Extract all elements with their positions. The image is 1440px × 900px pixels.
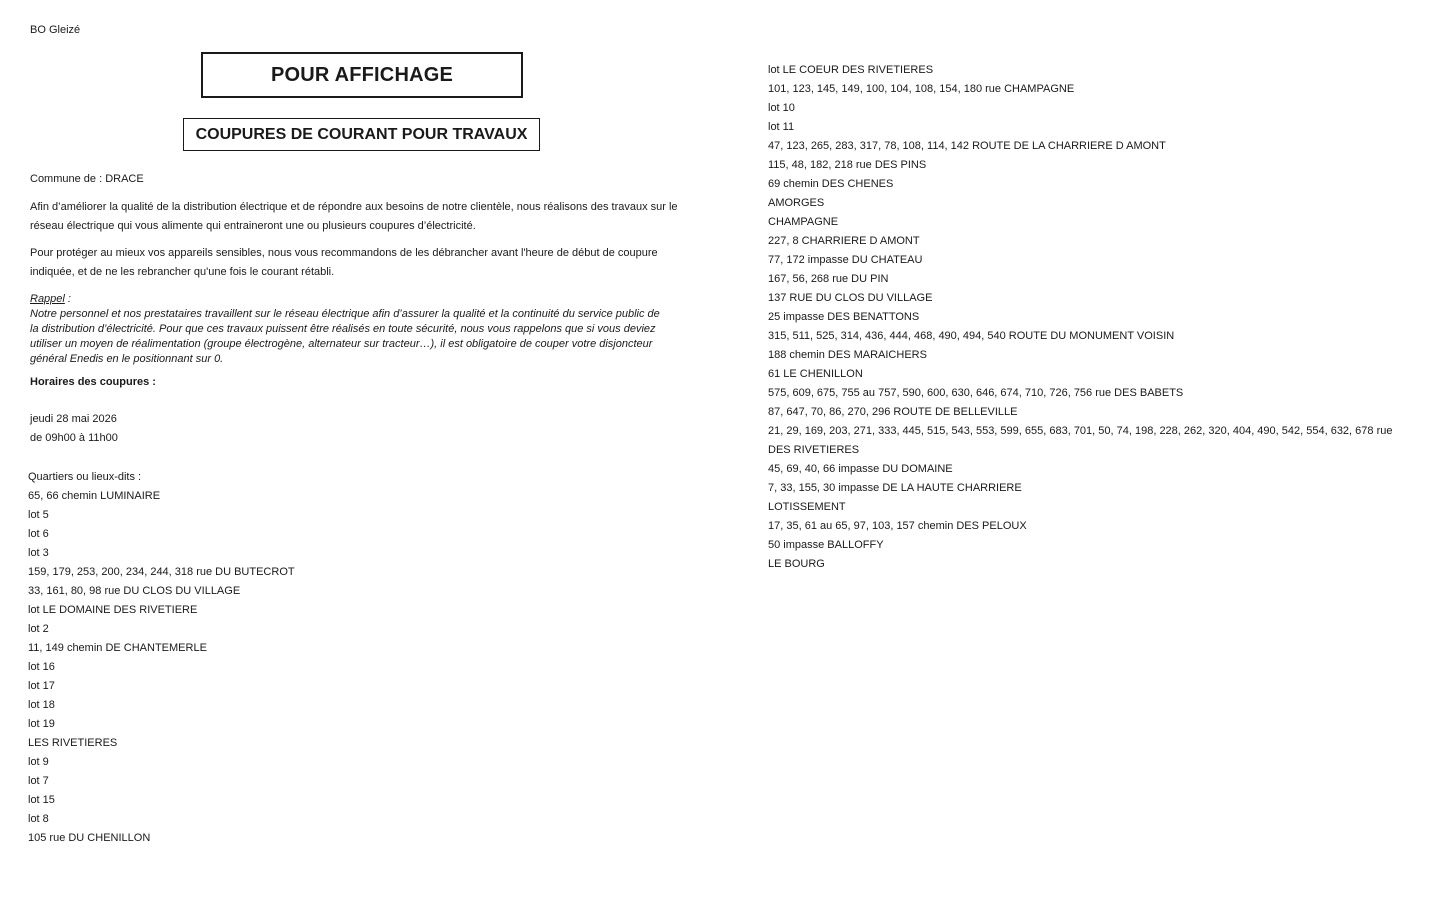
- notice-title-box: [201, 52, 523, 98]
- rappel-text: Notre personnel et nos prestataires travaillent sur le réseau électrique afin d’assurer la qualité et la continuité du service public de la distribution d’électricité. Pour que ces travaux puissent être réalisés en toute sécurité, nous vous rappelons que si vous deviez utiliser un moyen de réalimentation (groupe électrogène, alternateur sur tracteur…), il est obligatoire de couper votre disjoncteur général Enedis en le positionnant sur 0.: [30, 308, 660, 365]
- location-item: CHAMPAGNE: [768, 216, 839, 228]
- location-item: lot 11: [768, 121, 795, 133]
- location-item: 575, 609, 675, 755 au 757, 590, 600, 630, 646, 674, 710, 726, 756 rue DES BABETS: [768, 387, 1184, 399]
- location-item: lot 19: [28, 718, 55, 730]
- location-item: 105 rue DU CHENILLON: [28, 832, 151, 844]
- location-item: lot 16: [28, 661, 55, 673]
- location-item: lot 9: [28, 756, 49, 768]
- rappel-title: Rappel: [30, 293, 65, 305]
- location-item: 77, 172 impasse DU CHATEAU: [768, 254, 923, 266]
- location-item: 61 LE CHENILLON: [768, 368, 863, 380]
- schedule-time: de 09h00 à 11h00: [30, 432, 118, 444]
- rappel-title-separator: :: [64, 293, 71, 305]
- notice-subtitle-box: [183, 118, 540, 151]
- quartiers-heading: Quartiers ou lieux-dits :: [28, 471, 142, 483]
- location-item: 101, 123, 145, 149, 100, 104, 108, 154, 180 rue CHAMPAGNE: [768, 83, 1075, 95]
- rappel-block: [30, 292, 670, 367]
- location-item: 137 RUE DU CLOS DU VILLAGE: [768, 292, 933, 304]
- location-item: 21, 29, 169, 203, 271, 333, 445, 515, 543, 553, 599, 655, 683, 701, 50, 74, 198, 228, 262, 320, 404, 490, 542, 554, 632, 678 rue DES RIVETIERES: [768, 425, 1393, 456]
- location-item: lot 5: [28, 509, 49, 521]
- location-item: lot 10: [768, 102, 795, 114]
- location-item: 47, 123, 265, 283, 317, 78, 108, 114, 142 ROUTE DE LA CHARRIERE D AMONT: [768, 140, 1166, 152]
- location-item: lot 15: [28, 794, 55, 806]
- location-item: lot LE DOMAINE DES RIVETIERE: [28, 604, 198, 616]
- location-item: AMORGES: [768, 197, 825, 209]
- location-item: 115, 48, 182, 218 rue DES PINS: [768, 159, 927, 171]
- location-item: 69 chemin DES CHENES: [768, 178, 894, 190]
- location-item: LE BOURG: [768, 558, 825, 570]
- location-item: 11, 149 chemin DE CHANTEMERLE: [28, 642, 207, 654]
- location-item: 315, 511, 525, 314, 436, 444, 468, 490, 494, 540 ROUTE DU MONUMENT VOISIN: [768, 330, 1175, 342]
- location-item: 45, 69, 40, 66 impasse DU DOMAINE: [768, 463, 953, 475]
- location-item: 7, 33, 155, 30 impasse DE LA HAUTE CHARRIERE: [768, 482, 1022, 494]
- intro-paragraph-2: Pour protéger au mieux vos appareils sensibles, nous vous recommandons de les débrancher avant l'heure de début de coupure indiquée, et de ne les rebrancher qu'une fois le courant rétabli.: [30, 247, 658, 278]
- location-item: 17, 35, 61 au 65, 97, 103, 157 chemin DES PELOUX: [768, 520, 1027, 532]
- organization-label: BO Gleizé: [30, 24, 81, 36]
- notice-title: POUR AFFICHAGE: [270, 63, 454, 86]
- location-item: 87, 647, 70, 86, 270, 296 ROUTE DE BELLEVILLE: [768, 406, 1018, 418]
- location-item: 159, 179, 253, 200, 234, 244, 318 rue DU BUTECROT: [28, 566, 295, 578]
- location-item: 50 impasse BALLOFFY: [768, 539, 884, 551]
- location-item: lot 18: [28, 699, 55, 711]
- location-item: 167, 56, 268 rue DU PIN: [768, 273, 889, 285]
- location-item: LES RIVETIERES: [28, 737, 118, 749]
- location-item: 227, 8 CHARRIERE D AMONT: [768, 235, 920, 247]
- intro-paragraph-1: Afin d’améliorer la qualité de la distribution électrique et de répondre aux besoins de notre clientèle, nous réalisons des travaux sur le réseau électrique qui vous alimente qui entraineront une ou plusieurs coupures d’électricité.: [30, 201, 678, 232]
- location-item: lot 2: [28, 623, 49, 635]
- location-item: lot 7: [28, 775, 49, 787]
- location-item: lot 8: [28, 813, 49, 825]
- schedule-heading: Horaires des coupures :: [30, 376, 156, 388]
- location-item: 33, 161, 80, 98 rue DU CLOS DU VILLAGE: [28, 585, 241, 597]
- location-item: 25 impasse DES BENATTONS: [768, 311, 920, 323]
- location-item: lot 17: [28, 680, 55, 692]
- location-item: lot 3: [28, 547, 49, 559]
- schedule-date: jeudi 28 mai 2026: [30, 413, 117, 425]
- commune-label: Commune de : DRACE: [30, 173, 144, 185]
- location-item: 65, 66 chemin LUMINAIRE: [28, 490, 161, 502]
- location-item: lot LE COEUR DES RIVETIERES: [768, 64, 934, 76]
- notice-subtitle: COUPURES DE COURANT POUR TRAVAUX: [195, 126, 528, 143]
- quartiers-list-right: [768, 61, 1408, 574]
- quartiers-list-left: [28, 487, 295, 848]
- location-item: 188 chemin DES MARAICHERS: [768, 349, 927, 361]
- location-item: LOTISSEMENT: [768, 501, 846, 513]
- location-item: lot 6: [28, 528, 49, 540]
